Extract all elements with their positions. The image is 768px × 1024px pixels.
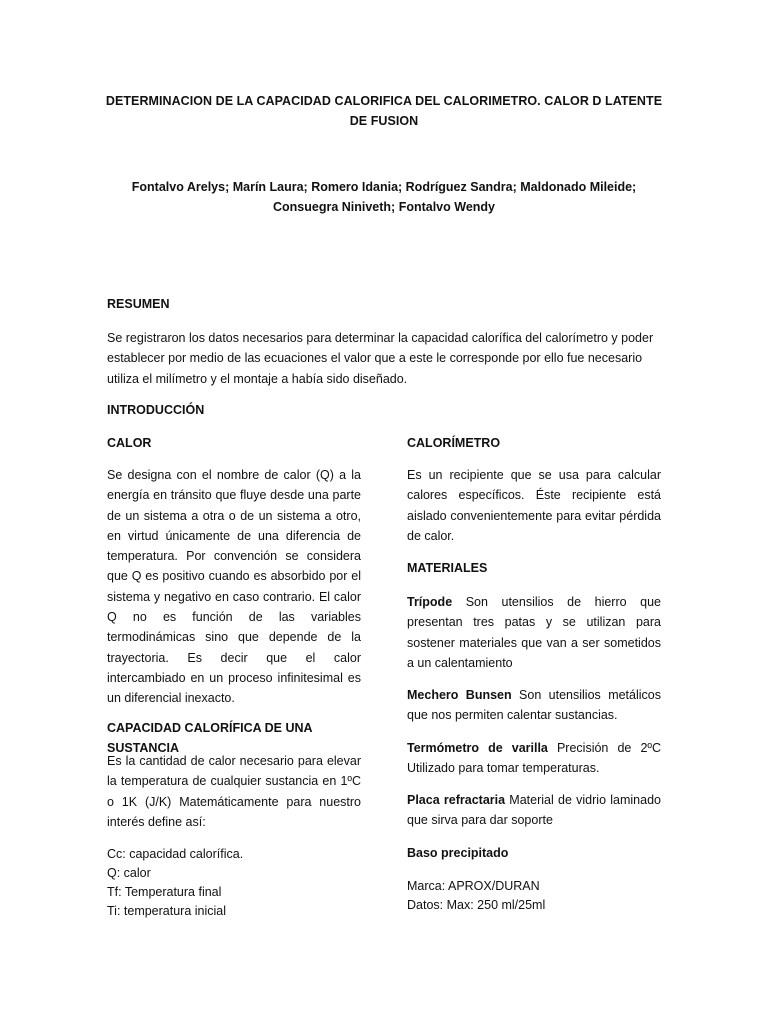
variable-item: Q: calor [107,866,151,880]
material-mechero [407,685,661,726]
material-desc: Son utensilios metálicos que nos permiten calentar sustancias. [407,688,661,723]
paper-title: DETERMINACION DE LA CAPACIDAD CALORIFICA DEL CALORIMETRO. CALOR D LATENTE DE FUSION [105,94,663,128]
material-desc: Son utensilios de hierro que presentan tres patas y se utilizan para sostener materiales que van a ser sometidos a un calentamiento [407,595,661,670]
variable-item: Ti: temperatura inicial [107,904,227,918]
material-termometro [407,738,661,779]
capacidad-heading: CAPACIDAD CALORÍFICA DE UNA SUSTANCIA [107,721,313,755]
materiales-heading: MATERIALES [407,561,488,575]
variable-item: Tf: Temperatura final [107,885,222,899]
material-term: Termómetro de varilla [407,741,548,755]
material-placa [407,790,661,831]
material-term: Placa refractaria [407,793,506,807]
material-desc: Precisión de 2ºC Utilizado para tomar temperaturas. [407,741,661,776]
material-term: Mechero Bunsen [407,688,512,702]
material-term: Trípode [407,595,453,609]
baso-line: Marca: APROX/DURAN [407,879,540,893]
capacidad-text: Es la cantidad de calor necesario para elevar la temperatura de cualquier sustancia en 1ºC o 1K (J/K) Matemáticamente para nuestro interés define así: [107,754,361,829]
baso-details [407,877,661,915]
resumen-text: Se registraron los datos necesarios para determinar la capacidad calorífica del calorímetro y poder establecer por medio de las ecuaciones el valor que a este le corresponde por ello fue necesario utiliza el milímetro y el montaje a había sido diseñado. [107,331,654,386]
introduccion-heading: INTRODUCCIÓN [107,403,205,417]
author-list: Fontalvo Arelys; Marín Laura; Romero Idania; Rodríguez Sandra; Maldonado Mileide; Consuegra Niniveth; Fontalvo Wendy [131,180,637,214]
variable-item: Cc: capacidad calorífica. [107,847,244,861]
baso-heading: Baso precipitado [407,846,509,860]
calorimetro-heading: CALORÍMETRO [407,436,501,450]
calor-text: Se designa con el nombre de calor (Q) a la energía en tránsito que fluye desde una parte de un sistema a otra o de un sistema a otro, en virtud únicamente de una diferencia de temperatura. Por convención se considera que Q es positivo cuando es absorbido por el sistema y negativo en caso contrario. El calor Q no es función de las variables termodinámicas sino que depende de la trayectoria. Es decir que el calor intercambiado en un proceso infinitesimal es un diferencial inexacto. [107,468,361,706]
variable-list [107,845,361,921]
calor-heading: CALOR [107,436,152,450]
material-tripode [407,592,661,673]
calorimetro-text: Es un recipiente que se usa para calcular calores específicos. Éste recipiente está aislado convenientemente para evitar pérdida de calor. [407,468,661,543]
material-desc: Material de vidrio laminado que sirva para dar soporte [407,793,661,828]
baso-line: Datos: Max: 250 ml/25ml [407,898,546,912]
resumen-heading: RESUMEN [107,297,170,311]
